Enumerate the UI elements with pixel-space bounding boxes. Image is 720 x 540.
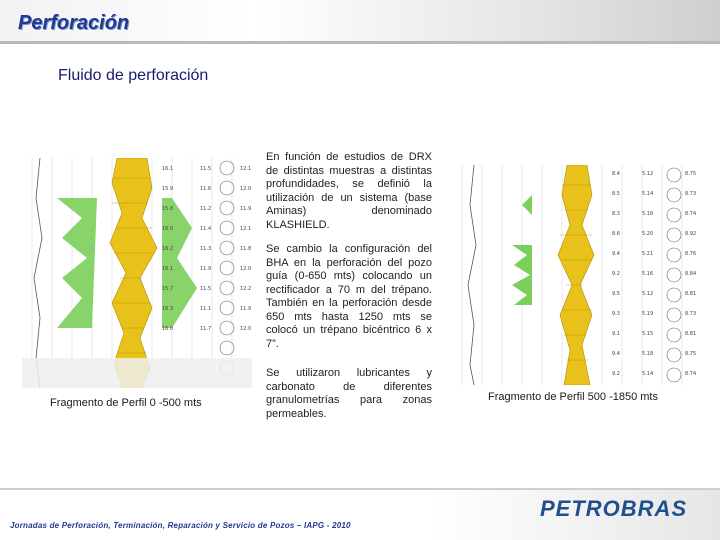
svg-text:9.2: 9.2	[612, 371, 620, 377]
svg-text:5.12: 5.12	[642, 171, 654, 177]
svg-text:16.3: 16.3	[162, 306, 174, 312]
svg-text:8.81: 8.81	[685, 291, 697, 297]
svg-text:8.81: 8.81	[685, 331, 697, 337]
svg-text:5.19: 5.19	[642, 311, 654, 317]
svg-text:15.7: 15.7	[162, 286, 174, 292]
svg-text:8.6: 8.6	[612, 231, 620, 237]
svg-text:16.1: 16.1	[162, 166, 174, 172]
svg-text:5.12: 5.12	[642, 291, 654, 297]
svg-text:9.1: 9.1	[612, 331, 620, 337]
svg-text:5.14: 5.14	[642, 191, 654, 197]
svg-text:11.9: 11.9	[240, 306, 252, 312]
svg-text:16.0: 16.0	[162, 326, 174, 332]
svg-text:8.73: 8.73	[685, 191, 697, 197]
svg-text:8.73: 8.73	[685, 311, 697, 317]
svg-text:8.92: 8.92	[685, 231, 697, 237]
svg-text:9.2: 9.2	[612, 271, 620, 277]
well-log-image-right	[452, 165, 702, 385]
svg-text:8.74: 8.74	[685, 371, 697, 377]
svg-text:11.9: 11.9	[240, 206, 252, 212]
page-title: Perforación	[18, 12, 130, 34]
svg-text:8.4: 8.4	[612, 171, 620, 177]
left-figure-caption: Fragmento de Perfil 0 -500 mts	[50, 397, 202, 409]
svg-text:9.4: 9.4	[612, 351, 620, 357]
footer-divider	[0, 488, 720, 490]
right-figure-caption: Fragmento de Perfil 500 -1850 mts	[488, 391, 658, 403]
svg-text:8.76: 8.76	[685, 251, 697, 257]
svg-text:9.3: 9.3	[612, 311, 620, 317]
svg-text:8.3: 8.3	[612, 211, 620, 217]
svg-text:11.5: 11.5	[200, 166, 212, 172]
svg-text:12.0: 12.0	[240, 266, 252, 272]
svg-text:5.20: 5.20	[642, 231, 654, 237]
svg-text:15.9: 15.9	[162, 186, 174, 192]
svg-text:11.9: 11.9	[200, 266, 212, 272]
svg-text:16.1: 16.1	[162, 266, 174, 272]
svg-text:16.2: 16.2	[162, 246, 174, 252]
paragraph-1: En función de estudios de DRX de distintas muestras a distintas profundidades, se definió la utilización de un sistema (base Aminas) denominado KLASHIELD.	[266, 151, 432, 231]
svg-text:5.16: 5.16	[642, 271, 654, 277]
svg-text:5.18: 5.18	[642, 351, 654, 357]
paragraph-2: Se cambio la configuración del BHA en la perforación del pozo guía (0-650 mts) colocando un rectificador a 70 m del trépano. También en la perforación desde 650 mts hasta 1250 mts se colocó un trépano bicéntrico 6 x 7”.	[266, 243, 432, 350]
petrobras-logo: PETROBRAS	[540, 496, 688, 521]
paragraph-3: Se utilizaron lubricantes y carbonato de diferentes granulometrías para zonas permeables.	[266, 367, 432, 420]
svg-text:5.14: 5.14	[642, 371, 654, 377]
header-divider	[0, 41, 720, 44]
svg-text:12.2: 12.2	[240, 286, 252, 292]
svg-text:8.74: 8.74	[685, 211, 697, 217]
svg-text:11.3: 11.3	[200, 246, 212, 252]
section-subtitle: Fluido de perforación	[58, 67, 209, 84]
svg-text:11.5: 11.5	[200, 286, 212, 292]
svg-text:11.8: 11.8	[240, 246, 252, 252]
svg-text:12.0: 12.0	[240, 326, 252, 332]
svg-text:5.15: 5.15	[642, 331, 654, 337]
svg-text:11.4: 11.4	[200, 226, 212, 232]
svg-text:9.4: 9.4	[612, 251, 620, 257]
svg-text:11.2: 11.2	[200, 206, 212, 212]
svg-text:8.84: 8.84	[685, 271, 697, 277]
footer-text: Jornadas de Perforación, Terminación, Reparación y Servicio de Pozos – IAPG - 2010	[10, 521, 351, 530]
svg-text:11.6: 11.6	[200, 186, 212, 192]
svg-text:8.75: 8.75	[685, 351, 697, 357]
svg-text:11.1: 11.1	[200, 306, 212, 312]
svg-text:15.8: 15.8	[162, 206, 174, 212]
svg-text:16.0: 16.0	[162, 226, 174, 232]
svg-text:11.7: 11.7	[200, 326, 212, 332]
well-log-image-left	[22, 158, 252, 388]
svg-text:5.18: 5.18	[642, 211, 654, 217]
svg-text:12.0: 12.0	[240, 186, 252, 192]
svg-text:12.1: 12.1	[240, 226, 252, 232]
svg-text:8.75: 8.75	[685, 171, 697, 177]
svg-text:8.5: 8.5	[612, 191, 620, 197]
svg-text:9.5: 9.5	[612, 291, 620, 297]
svg-text:12.1: 12.1	[240, 166, 252, 172]
svg-text:5.21: 5.21	[642, 251, 654, 257]
